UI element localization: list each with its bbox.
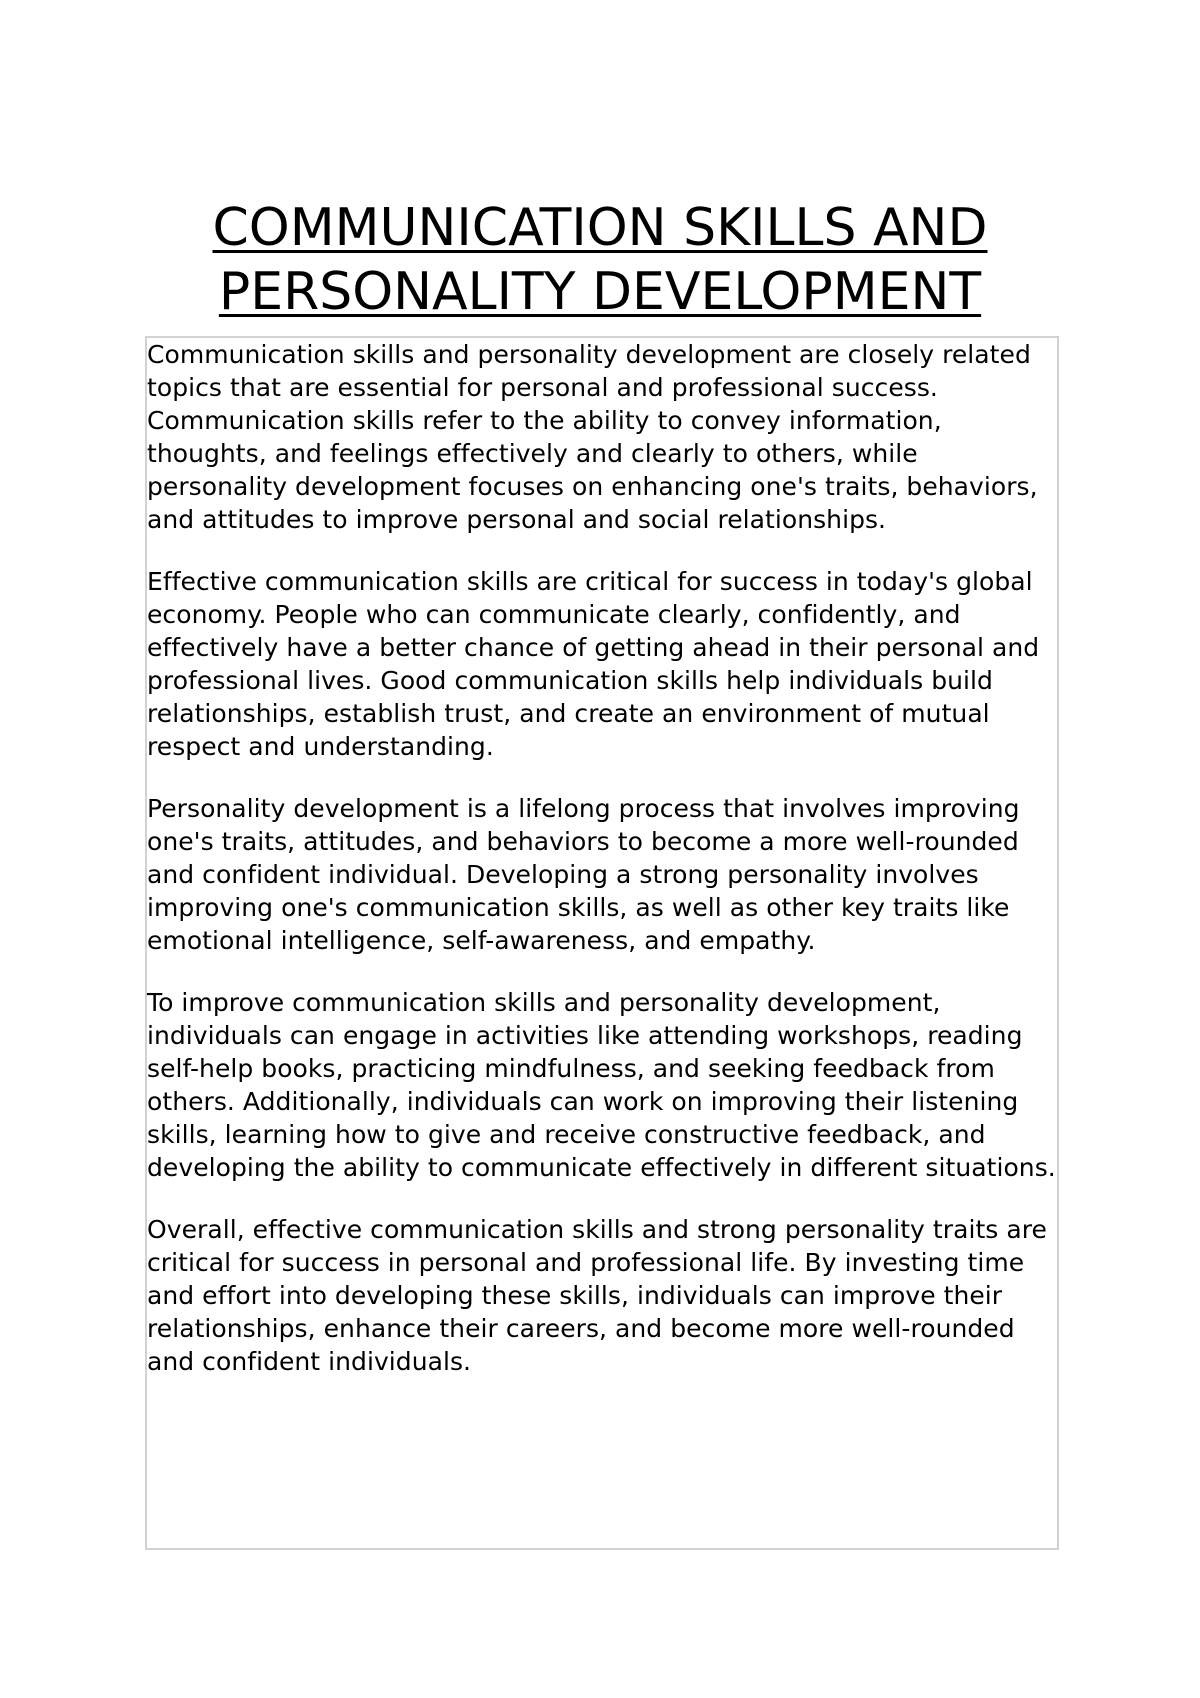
document-title-line-1: COMMUNICATION SKILLS AND (212, 198, 988, 258)
content-text-box (145, 336, 1059, 1550)
paragraph-5: Overall, effective communication skills and strong personality traits are critical for success in personal and professional life. By investing time and effort into developing these skills, individuals can improve their relationships, enhance their careers, and become more well-rounded and confident individuals. (147, 1215, 1047, 1376)
paragraph-2: Effective communication skills are critical for success in today's global economy. People who can communicate clearly, confidently, and effectively have a better chance of getting ahead in their personal and professional lives. Good communication skills help individuals build relationships, establish trust, and create an environment of mutual respect and understanding. (147, 567, 1040, 761)
paragraph-3: Personality development is a lifelong process that involves improving one's traits, attitudes, and behaviors to become a more well-rounded and confident individual. Developing a strong personality involves improving one's communication skills, as well as other key traits like emotional intelligence, self-awareness, and empathy. (147, 794, 1020, 955)
document-title (146, 196, 1054, 324)
document-title-line-2: PERSONALITY DEVELOPMENT (218, 262, 982, 322)
paragraph-1: Communication skills and personality development are closely related topics that are essential for personal and professional success. Communication skills refer to the ability to convey information, thoughts, and feelings effectively and clearly to others, while personality development focuses on enhancing one's traits, behaviors, and attitudes to improve personal and social relationships. (147, 340, 1038, 534)
paragraph-4: To improve communication skills and personality development, individuals can engage in activities like attending workshops, reading self-help books, practicing mindfulness, and seeking feedback from others. Additionally, individuals can work on improving their listening skills, learning how to give and receive constructive feedback, and developing the ability to communicate effectively in different situations. (147, 988, 1056, 1182)
